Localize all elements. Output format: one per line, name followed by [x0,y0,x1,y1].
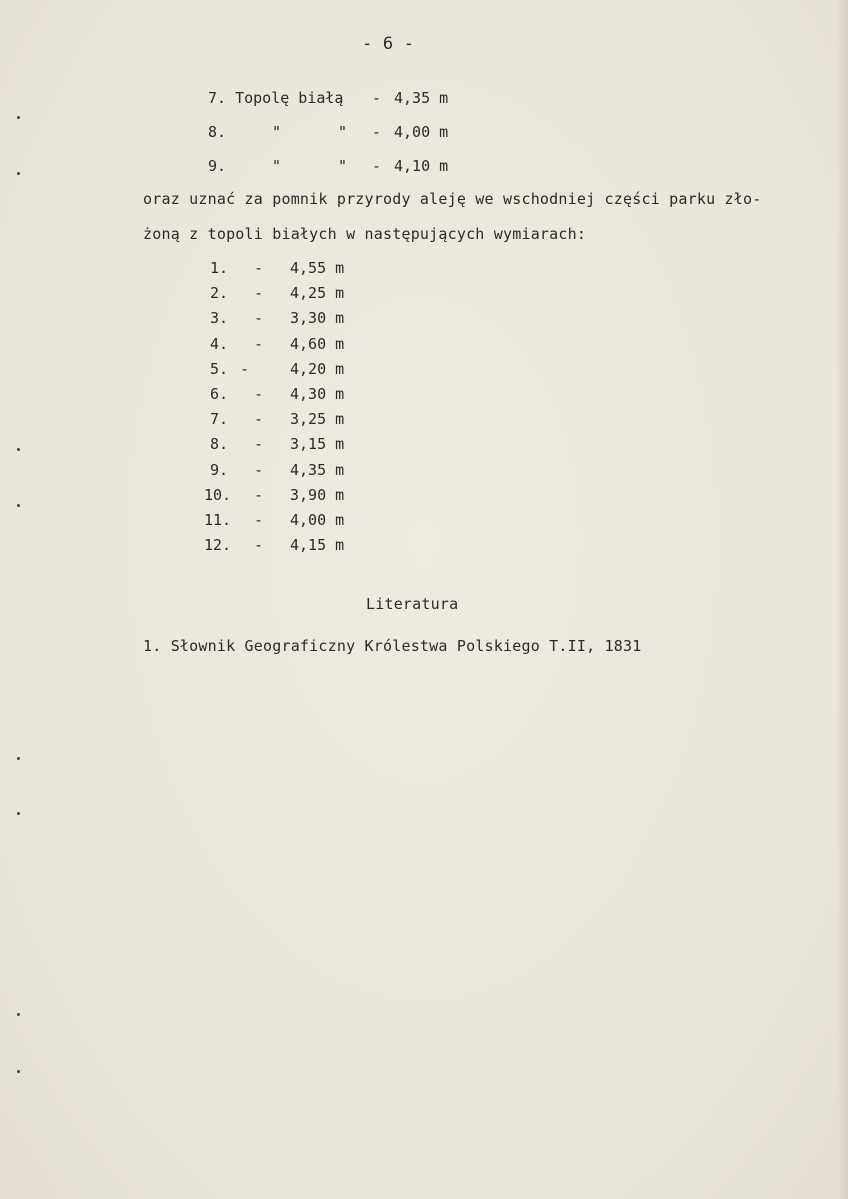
measurement-value: 4,35 m [290,460,345,479]
measurement-dash: - [254,259,264,277]
ditto-mark: " [272,123,282,141]
measurement-value: 4,25 m [290,284,345,303]
literature-heading: Literatura [366,595,459,613]
ditto-mark: " [338,123,348,141]
measurement-value: 4,30 m [290,385,345,403]
measurement-dash: - [254,284,264,303]
scan-speck [17,116,20,119]
scan-speck [17,1013,20,1016]
measurement-number: 7. [210,410,229,429]
measurement-value: 3,90 m [290,485,345,504]
ditto-mark: " [272,157,282,175]
item-dash: - [372,123,382,141]
item-label: 7. Topolę białą [208,89,344,107]
measurement-number: 10. [204,485,232,504]
scan-speck [17,757,20,760]
measurement-number: 3. [210,309,229,328]
measurement-dash: - [254,435,264,454]
ditto-mark: " [338,157,348,175]
measurement-value: 4,60 m [290,334,345,353]
measurement-number: 6. [210,385,229,403]
measurement-number: 8. [210,435,229,454]
measurement-number: 12. [204,536,232,555]
item-value: 4,00 m [394,123,449,141]
item-label: 9. [208,157,227,175]
measurement-value: 4,00 m [290,511,345,529]
item-value: 4,35 m [394,89,449,107]
measurement-value: 3,15 m [290,435,345,454]
measurement-value: 4,15 m [290,536,345,555]
scan-speck [17,448,20,451]
measurement-value: 4,55 m [290,259,345,277]
paragraph-line: żoną z topoli białych w następujących wymiarach: [143,225,587,243]
measurement-dash: - [254,385,264,403]
item-dash: - [372,157,382,175]
measurement-dash: - [254,334,264,353]
page-number: - 6 - [362,34,415,54]
literature-item: 1. Słownik Geograficzny Królestwa Polskiego T.II, 1831 [143,637,642,655]
item-dash: - [372,89,382,107]
scan-speck [17,812,20,815]
paragraph-line: oraz uznać za pomnik przyrody aleję we wschodniej części parku zło- [143,190,762,208]
measurement-number: 5. [210,359,229,378]
scan-speck [17,1070,20,1073]
measurement-dash: - [254,309,264,328]
measurement-value: 3,25 m [290,410,345,429]
scan-speck [17,172,20,175]
measurement-number: 11. [204,511,232,529]
measurement-dash: - [254,511,264,529]
measurement-number: 1. [210,259,229,277]
measurement-value: 4,20 m [290,359,345,378]
measurement-number: 2. [210,284,229,303]
item-value: 4,10 m [394,157,449,175]
measurement-number: 9. [210,460,229,479]
measurement-dash: - [254,536,264,555]
measurement-dash: - [254,485,264,504]
measurement-dash: - [254,410,264,429]
item-label: 8. [208,123,227,141]
measurement-number: 4. [210,334,229,353]
measurement-value: 3,30 m [290,309,345,328]
scan-speck [17,504,20,507]
measurement-dash: - [254,460,264,479]
page-edge [838,0,848,1199]
measurement-dash: - [240,359,250,378]
